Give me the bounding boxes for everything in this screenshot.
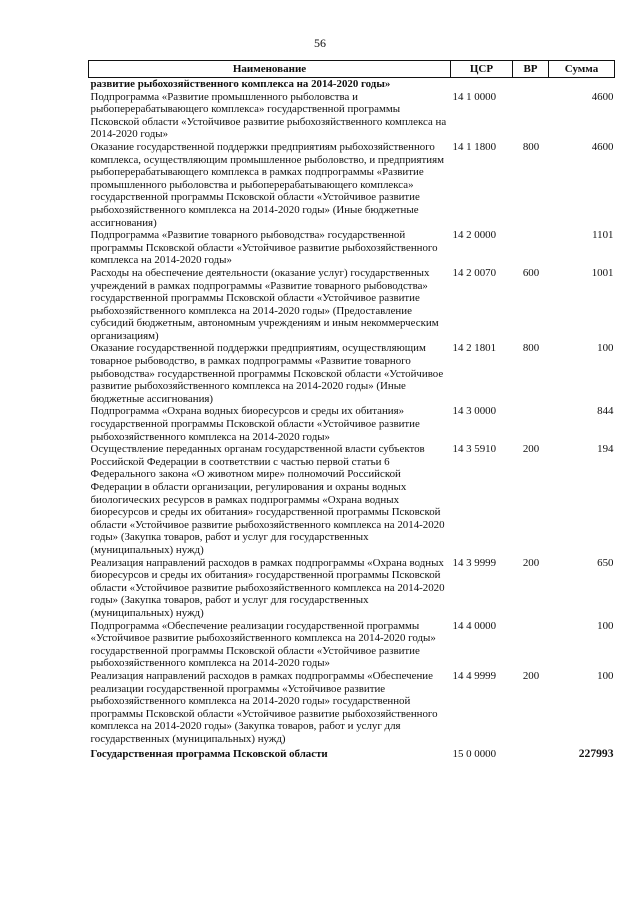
row-sum: 227993: [578, 747, 614, 761]
row-sum: 100: [597, 342, 614, 355]
row-sum: 844: [597, 405, 614, 418]
row-name: Государственная программа Псковской области: [90, 748, 328, 761]
header-csr: ЦСР: [451, 61, 513, 78]
row-vr: 200: [522, 443, 540, 456]
budget-table: [88, 60, 615, 761]
row-csr: 14 3 5910: [452, 443, 497, 456]
table-row: [89, 670, 615, 746]
row-name: Подпрограмма «Обеспечение реализации государственной программы «Устойчивое развитие рыбохозяйственного комплекса на 2014-2020 годы» государственной программы Псковской области «Устойчивое развитие рыбохозяйственного комплекса на 2014-2020 годы»: [90, 619, 436, 670]
row-sum: 100: [597, 619, 614, 632]
table-header: [89, 61, 615, 78]
header-name: Наименование: [89, 61, 451, 78]
row-vr: 200: [522, 669, 540, 682]
row-name: Расходы на обеспечение деятельности (оказание услуг) государственных учреждений в рамках подпрограммы «Развитие товарного рыбоводства» государственной программы Псковской области «Устойчивое развитие рыбохозяйственного комплекса на 2014-2020 годы» (Предоставление субсидий бюджетным, автономным учреждениям и иным некоммерческим организациям): [90, 266, 439, 342]
row-sum: 194: [597, 443, 614, 456]
row-name: Подпрограмма «Охрана водных биоресурсов и среды их обитания» государственной программы Псковской области «Устойчивое развитие рыбохозяйственного комплекса на 2014-2020 годы»: [90, 405, 420, 443]
table-row: [89, 745, 615, 761]
row-vr: [513, 405, 549, 443]
table-row: [89, 78, 615, 91]
row-vr: 800: [522, 140, 540, 153]
row-name: Реализация направлений расходов в рамках подпрограммы «Охрана водных биоресурсов и среды их обитания» государственной программы Псковской области «Устойчивое развитие рыбохозяйственного комплекса на 2014-2020 годы» (Закупка товаров, работ и услуг для государственных (муниципальных) нужд): [90, 556, 445, 619]
row-vr: 600: [522, 266, 540, 279]
table-row: [89, 405, 615, 443]
row-csr: 14 2 0000: [452, 229, 497, 242]
row-csr: 14 1 0000: [452, 90, 497, 103]
table-row: [89, 229, 615, 267]
row-csr: 14 3 9999: [452, 556, 497, 569]
table-body: [89, 78, 615, 762]
row-csr: 14 4 0000: [452, 619, 497, 632]
table-row: [89, 141, 615, 229]
row-name: Подпрограмма «Развитие промышленного рыболовства и рыбоперерабатывающего комплекса» государственной программы Псковской области «Устойчивое развитие рыбохозяйственного комплекса на 2014-2020 годы»: [90, 90, 447, 141]
row-csr: 14 1 1800: [452, 140, 497, 153]
row-sum: 4600: [591, 140, 614, 153]
row-sum: 1101: [592, 229, 614, 242]
header-vr: ВР: [513, 61, 549, 78]
row-name: Оказание государственной поддержки предприятиям, осуществляющим товарное рыбоводство, в рамках подпрограммы «Развитие товарного рыбоводства» государственной программы Псковской области «Устойчивое развитие рыбохозяйственного комплекса на 2014-2020 годы» (Иные бюджетные ассигнования): [90, 342, 444, 405]
row-sum: 650: [597, 556, 614, 569]
row-name: развитие рыбохозяйственного комплекса на 2014-2020 годы»: [90, 78, 391, 90]
row-vr: [513, 91, 549, 141]
row-sum: 4600: [591, 90, 614, 103]
table-row: [89, 267, 615, 343]
row-vr: 800: [522, 342, 540, 355]
row-sum: 1001: [591, 266, 614, 279]
row-name: Оказание государственной поддержки предприятиям рыбохозяйственного комплекса, осуществляющим промышленное рыболовство, и предприятиям рыбоперерабатывающего комплекса в рамках подпрограммы «Развитие промышленного рыболовства и рыбоперерабатывающего комплекса» государственной программы Псковской области «Устойчивое развитие рыбохозяйственного комплекса на 2014-2020 годы» (Иные бюджетные ассигнования): [90, 140, 445, 229]
row-name: Реализация направлений расходов в рамках подпрограммы «Обеспечение реализации государственной программы «Устойчивое развитие рыбохозяйственного комплекса на 2014-2020 годы» государственной программы Псковской области «Устойчивое развитие рыбохозяйственного комплекса на 2014-2020 годы» (Закупка товаров, работ и услуг для государственных (муниципальных) нужд): [90, 669, 438, 745]
row-sum: 100: [597, 669, 614, 682]
row-csr: 14 4 9999: [452, 669, 497, 682]
table-row: [89, 91, 615, 141]
row-csr: [451, 78, 513, 91]
table-row: [89, 620, 615, 670]
row-vr: [513, 229, 549, 267]
page-number: 56: [314, 36, 326, 50]
row-csr: 14 3 0000: [452, 405, 497, 418]
row-vr: [513, 78, 549, 91]
row-sum: [549, 78, 615, 91]
row-csr: 15 0 0000: [452, 748, 497, 761]
row-vr: 200: [522, 556, 540, 569]
row-name: Осуществление переданных органам государственной власти субъектов Российской Федерации в соответствии с частью первой статьи 6 Федерального закона «О животном мире» полномочий Российской Федерации в области организации, регулирования и охраны водных биологических ресурсов в рамках подпрограммы «Охрана водных биоресурсов и среды их обитания» государственной программы Псковской области «Устойчивое развитие рыбохозяйственного комплекса на 2014-2020 годы» (Закупка товаров, работ и услуг для государственных (муниципальных) нужд): [90, 443, 445, 556]
row-vr: [513, 620, 549, 670]
header-sum: Сумма: [549, 61, 615, 78]
row-csr: 14 2 0070: [452, 266, 497, 279]
row-name: Подпрограмма «Развитие товарного рыбоводства» государственной программы Псковской области «Устойчивое развитие рыбохозяйственного комплекса на 2014-2020 годы»: [90, 229, 438, 267]
row-vr: [513, 745, 549, 761]
row-csr: 14 2 1801: [452, 342, 497, 355]
table-row: [89, 443, 615, 556]
table-row: [89, 557, 615, 620]
table-row: [89, 342, 615, 405]
